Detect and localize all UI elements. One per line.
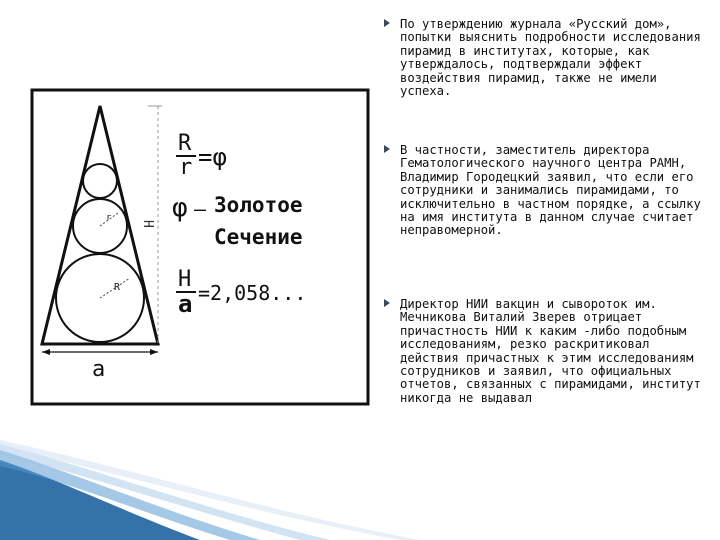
bullet-text-2: В частности, заместитель директора Гематологического научного центра РАМН, Владимир Городецкий заявил, что если его сотрудники и занимались пирамидами, то исключительно в частном порядке, а ссылку на имя института в данном случае считает неправомерной. <box>400 143 701 238</box>
fraction-R: R <box>178 131 192 156</box>
decorative-wave-corner <box>0 440 720 540</box>
bullet-text-3: Директор НИИ вакцин и сывороток им. Мечникова Виталий Зверев отрицает причастность НИИ к каким -либо подобным исследованиям, резко раскритиковал действия причастных к этим исследованиям сотрудников и заявил, что официальных отчетов, связанных с пирамидами, институт никогда не выдавал <box>400 297 701 405</box>
bullet-arrow-icon <box>384 299 390 307</box>
golden-label-line2: Сечение <box>214 225 303 249</box>
height-label: H <box>140 220 155 228</box>
small-radius-label: r <box>106 213 112 223</box>
fraction-r: r <box>179 155 193 180</box>
bullet-item-1 <box>382 18 704 98</box>
large-radius-label: R <box>114 282 121 293</box>
equals-phi: =φ <box>198 143 227 171</box>
golden-label-line1: Золотое <box>214 193 303 217</box>
phi-symbol: φ <box>172 193 188 223</box>
bullet-text-1: По утверждению журнала «Русский дом», попытки выяснить подробности исследования пирамид в институтах, которые, как утверждалось, подтверждали эффект воздействия пирамид, также не имели успеха. <box>400 17 701 99</box>
ratio-H: H <box>178 267 192 292</box>
base-label: a <box>92 357 106 382</box>
ratio-a: a <box>178 290 193 318</box>
dash: – <box>194 197 207 221</box>
pyramid-golden-section-diagram <box>30 88 370 406</box>
bullet-arrow-icon <box>384 19 390 27</box>
bullet-arrow-icon <box>384 145 390 153</box>
bullet-item-3 <box>382 298 704 405</box>
bullet-item-2 <box>382 144 704 238</box>
ratio-value: =2,058... <box>198 281 307 305</box>
